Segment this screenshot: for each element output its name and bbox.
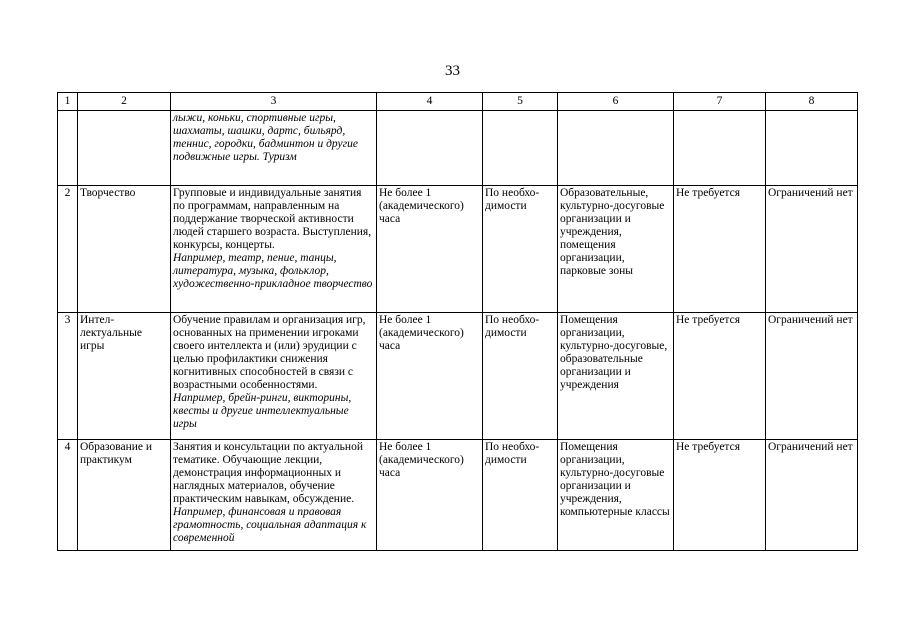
requirements-cell: Не требуется (674, 186, 766, 313)
activity-description (171, 186, 377, 313)
frequency-cell: По необхо-димости (483, 440, 558, 551)
header-cell: 1 (58, 93, 78, 111)
limits-cell (766, 111, 858, 186)
duration-cell (377, 111, 483, 186)
place-cell: Помещения организации, культурно-досуговые организации и учреждения, компьютерные классы (558, 440, 674, 551)
activity-description (171, 313, 377, 440)
description-text: Занятия и консультации по актуальной тематике. Обучающие лекции, демонстрация информационных и наглядных материалов, обучение практическим навыкам, обсуждение. (173, 441, 363, 505)
duration-cell: Не более 1 (академического) часа (377, 186, 483, 313)
table-row (58, 440, 858, 551)
table-row (58, 111, 858, 186)
row-number: 4 (58, 440, 78, 551)
header-cell: 7 (674, 93, 766, 111)
header-cell: 3 (171, 93, 377, 111)
table-row (58, 186, 858, 313)
frequency-cell (483, 111, 558, 186)
description-text: Групповые и индивидуальные занятия по программам, направленным на поддержание творческой активности людей старшего возраста. Выступления, конкурсы, концерты. (173, 187, 372, 251)
description-text: Обучение правилам и организация игр, основанных на применении игроками своего интеллекта и (или) эрудиции с целью профилактики снижения когнитивных способностей в связи с возрастными особенностями. (173, 314, 366, 391)
limits-cell: Ограничений нет (766, 440, 858, 551)
description-examples: Например, финансовая и правовая грамотность, социальная адаптация к современной (173, 506, 367, 544)
row-number (58, 111, 78, 186)
page-number: 33 (445, 63, 460, 79)
place-cell: Помещения организации, культурно-досуговые, образовательные организации и учреждения (558, 313, 674, 440)
header-cell: 8 (766, 93, 858, 111)
frequency-cell: По необхо-димости (483, 313, 558, 440)
description-examples: Например, театр, пение, танцы, литература, музыка, фольклор, художественно-прикладное творчество (173, 252, 373, 290)
header-cell: 6 (558, 93, 674, 111)
header-cell: 4 (377, 93, 483, 111)
row-number: 3 (58, 313, 78, 440)
duration-cell: Не более 1 (академического) часа (377, 440, 483, 551)
requirements-cell: Не требуется (674, 313, 766, 440)
activity-description (171, 111, 377, 186)
frequency-cell: По необхо-димости (483, 186, 558, 313)
activities-table (57, 92, 858, 551)
activity-name: Творчество (78, 186, 171, 313)
place-cell: Образовательные, культурно-досуговые организации и учреждения, помещения организации, парковые зоны (558, 186, 674, 313)
row-number: 2 (58, 186, 78, 313)
duration-cell: Не более 1 (академического) часа (377, 313, 483, 440)
table-row (58, 313, 858, 440)
activity-description (171, 440, 377, 551)
header-cell: 2 (78, 93, 171, 111)
activity-name: Образование и практикум (78, 440, 171, 551)
description-examples: Например, брейн-ринги, викторины, квесты и другие интеллектуальные игры (173, 392, 352, 430)
activity-name (78, 111, 171, 186)
header-cell: 5 (483, 93, 558, 111)
requirements-cell: Не требуется (674, 440, 766, 551)
header-row (58, 93, 858, 111)
activity-name: Интел-лектуальные игры (78, 313, 171, 440)
limits-cell: Ограничений нет (766, 313, 858, 440)
place-cell (558, 111, 674, 186)
description-examples: лыжи, коньки, спортивные игры, шахматы, шашки, дартс, бильярд, теннис, городки, бадминтон и другие подвижные игры. Туризм (173, 112, 358, 163)
limits-cell: Ограничений нет (766, 186, 858, 313)
requirements-cell (674, 111, 766, 186)
